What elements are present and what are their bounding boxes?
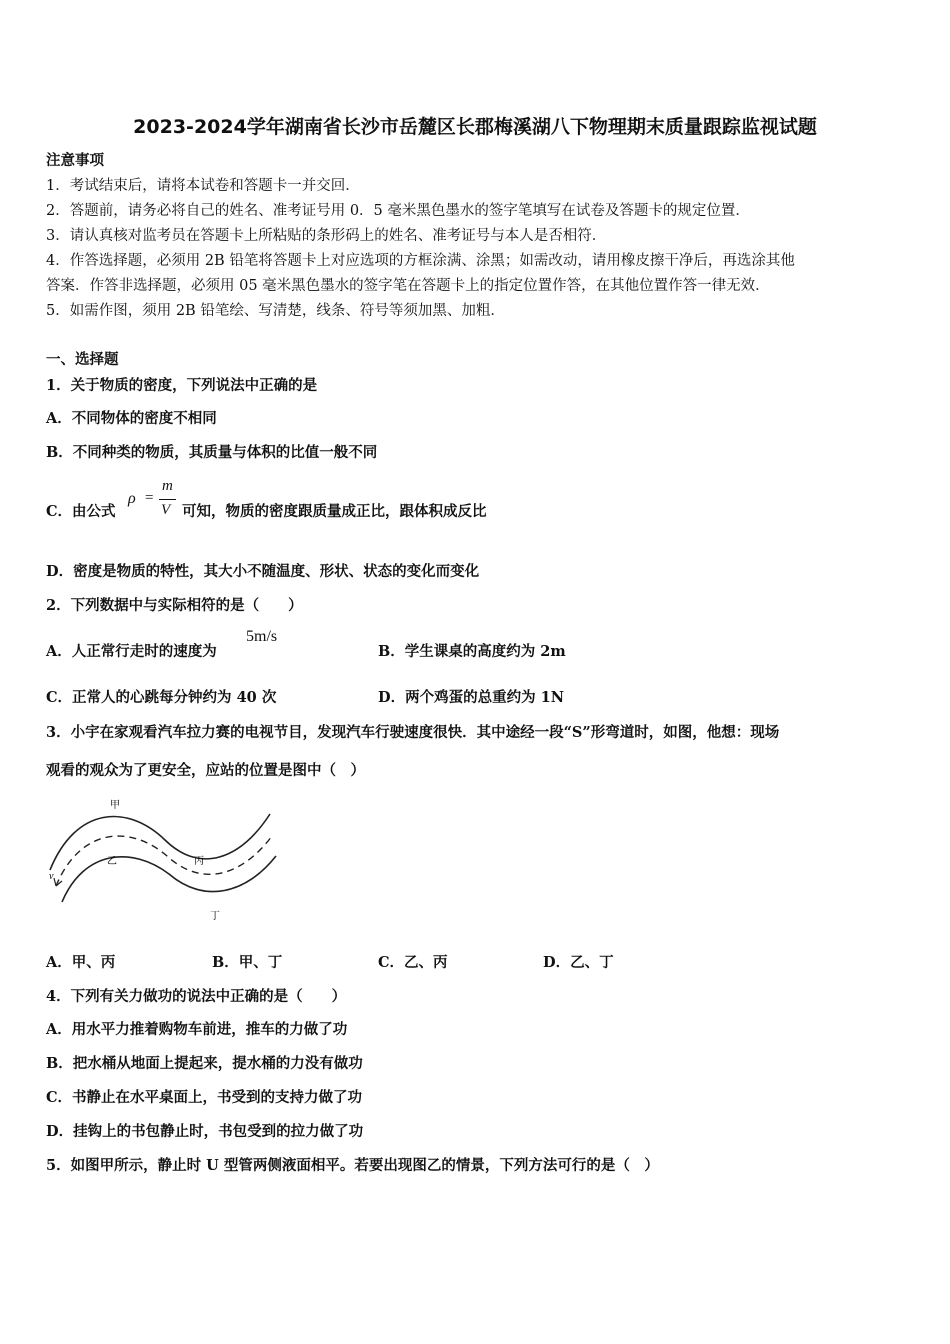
section-heading: 一、选择题 — [46, 351, 119, 368]
road-center-line — [56, 836, 272, 886]
q1-option-c-prefix: C．由公式 — [46, 503, 116, 520]
q4-option-c: C．书静止在水平桌面上，书受到的支持力做了功 — [46, 1089, 363, 1106]
q1-stem: 1．关于物质的密度，下列说法中正确的是 — [46, 377, 318, 394]
notice-item: 2．答题前，请务必将自己的姓名、准考证号用 0．5 毫米黑色墨水的签字笔填写在试卷及答题卡的规定位置． — [46, 203, 750, 219]
notice-item: 1．考试结束后，请将本试卷和答题卡一并交回． — [46, 178, 360, 194]
notice-item: 4．作答选择题，必须用 2B 铅笔将答题卡上对应选项的方框涂满、涂黑；如需改动，请用橡皮擦干净后，再选涂其他 — [46, 253, 795, 269]
formula-denominator: V — [161, 502, 171, 518]
formula-equals: = — [145, 490, 154, 506]
q2-option-b: B．学生课桌的高度约为 2m — [378, 643, 566, 660]
q2-option-a: A．人正常行走时的速度为 — [46, 643, 217, 660]
label-yi: 乙 — [107, 856, 117, 867]
notice-item: 5．如需作图，须用 2B 铅笔绘、写清楚，线条、符号等须加黑、加粗． — [46, 303, 505, 319]
page-title: 2023-2024学年湖南省长沙市岳麓区长郡梅溪湖八下物理期末质量跟踪监视试题 — [133, 116, 817, 138]
s-curve-road-figure — [44, 798, 278, 920]
q2-option-d: D．两个鸡蛋的总重约为 1N — [378, 689, 564, 706]
notice-heading: 注意事项 — [46, 152, 104, 169]
label-jia: 甲 — [110, 800, 120, 811]
q1-option-c-suffix: 可知，物质的密度跟质量成正比，跟体积成反比 — [182, 503, 487, 520]
q3-option-a: A．甲、丙 — [46, 954, 116, 971]
fraction-bar — [159, 499, 176, 500]
label-bing: 丙 — [194, 856, 204, 867]
q4-option-d: D．挂钩上的书包静止时，书包受到的拉力做了功 — [46, 1123, 364, 1140]
q4-option-a: A．用水平力推着购物车前进，推车的力做了功 — [46, 1021, 348, 1038]
density-formula — [128, 478, 182, 526]
formula-numerator: m — [162, 478, 173, 494]
road-outer-edge — [50, 814, 270, 870]
q1-option-a: A．不同物体的密度不相同 — [46, 410, 217, 427]
q5-stem: 5．如图甲所示，静止时 U 型管两侧液面相平。若要出现图乙的情景，下列方法可行的是（ ） — [46, 1157, 659, 1174]
q3-stem-line-2: 观看的观众为了更安全，应站的位置是图中（ ） — [46, 762, 365, 779]
q2-option-c: C．正常人的心跳每分钟约为 40 次 — [46, 689, 277, 706]
q3-option-d: D．乙、丁 — [543, 954, 614, 971]
q4-stem: 4．下列有关力做功的说法中正确的是（ ） — [46, 988, 347, 1005]
formula-rho: ρ — [128, 490, 136, 507]
q2-stem: 2．下列数据中与实际相符的是（ ） — [46, 597, 303, 614]
q3-stem-line-1: 3．小宇在家观看汽车拉力赛的电视节目，发现汽车行驶速度很快．其中途经一段“S”形弯道时，如图，他想：现场 — [46, 724, 780, 741]
notice-item: 3．请认真核对监考员在答题卡上所粘贴的条形码上的姓名、准考证号与本人是否相符． — [46, 228, 607, 244]
notice-item: 答案．作答非选择题，必须用 05 毫米黑色墨水的签字笔在答题卡上的指定位置作答，在其他位置作答一律无效． — [46, 278, 770, 294]
label-v: v — [49, 871, 54, 882]
q1-option-d: D．密度是物质的特性，其大小不随温度、形状、状态的变化而变化 — [46, 563, 480, 580]
q3-option-c: C．乙、丙 — [378, 954, 448, 971]
label-ding: 丁 — [210, 911, 220, 920]
q2-option-a-value: 5m/s — [246, 628, 278, 645]
q4-option-b: B．把水桶从地面上提起来，提水桶的力没有做功 — [46, 1055, 363, 1072]
q3-option-b: B．甲、丁 — [212, 954, 283, 971]
q1-option-b: B．不同种类的物质，其质量与体积的比值一般不同 — [46, 444, 378, 461]
